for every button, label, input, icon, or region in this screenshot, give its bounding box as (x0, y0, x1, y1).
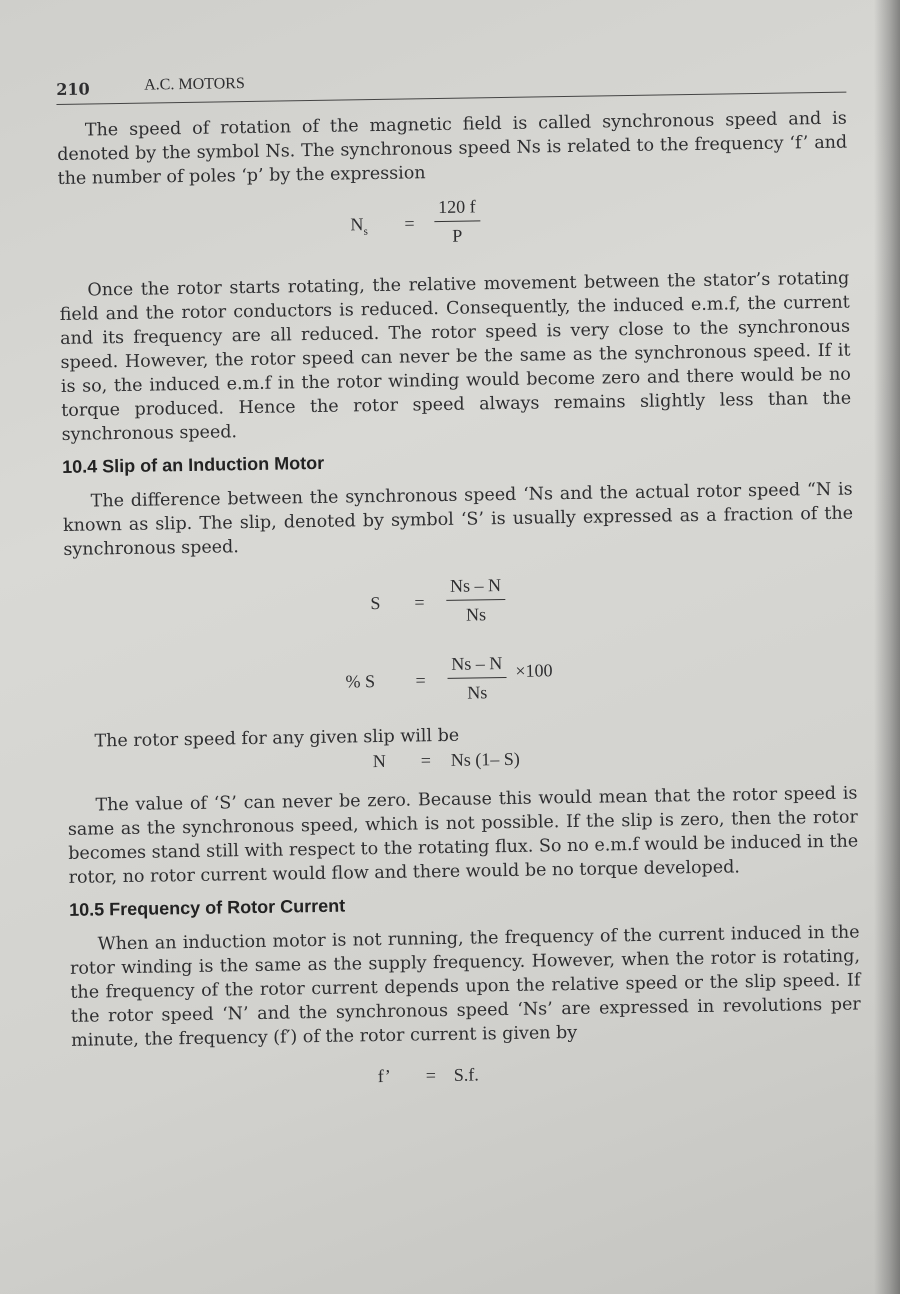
fraction-denominator: Ns (465, 604, 487, 625)
page-number: 210 (56, 79, 90, 99)
equation-lhs: S (370, 592, 381, 614)
paragraph-synchronous-speed: The speed of rotation of the magnetic field is called synchronous speed and is denoted by the symbol Ns. The synchronous speed Ns is related to the frequency ‘f’ and the number of poles ‘p’ by the expression (57, 108, 848, 189)
paragraph-rotor-frequency: When an induction motor is not running, the frequency of the current induced in the rotor winding is the same as the supply frequency. However, when the rotor is rotating, the frequency of the rotor current depends upon the relative speed or the slip speed. If the rotor speed ‘N’ and the synchronous speed ‘Ns’ are expressed in revolutions per minute, the frequency (f′) of the rotor current is given by (69, 922, 861, 1051)
equation-lhs: % S (345, 671, 376, 692)
equation-sign: = (420, 750, 432, 771)
fraction-denominator: Ns (467, 682, 488, 703)
equation-lhs: f’ (377, 1065, 391, 1087)
equation-slip (64, 568, 855, 638)
equation-rhs: S.f. (453, 1064, 479, 1085)
fraction-numerator: Ns – N (446, 575, 505, 601)
equation-fraction (447, 653, 507, 704)
equation-synchronous-speed (58, 191, 849, 261)
equation-lhs: $N_s$ (350, 214, 368, 238)
paragraph-rotor-speed-slip: The rotor speed for any given slip will be (94, 725, 460, 752)
equation-percent-slip (65, 646, 856, 716)
paragraph-slip-definition: The difference between the synchronous speed ‘Ns and the actual rotor speed “N is known as slip. The slip, denoted by symbol ‘S’ is usually expressed as a fraction of the synchronous speed. (62, 479, 854, 560)
page-shadow-edge (874, 0, 900, 1294)
paragraph-slip-nonzero: The value of ‘S’ can never be zero. Because this would mean that the rotor speed is same as the synchronous speed, which is not possible. If the slip is zero, then the rotor becomes stand still with respect to the rotating flux. So no e.m.f would be induced in the rotor, no rotor current would flow and there would be no torque developed. (67, 783, 859, 888)
running-head: A.C. MOTORS (144, 75, 245, 94)
equation-sign: = (415, 670, 426, 691)
equation-fraction (446, 575, 506, 626)
equation-rotor-frequency (72, 1056, 862, 1098)
section-heading-slip: 10.4 Slip of an Induction Motor (62, 452, 325, 477)
equation-multiplier: ×100 (515, 660, 553, 681)
equation-sign: = (404, 213, 415, 234)
equation-rhs: Ns (1– S) (450, 748, 520, 770)
equation-fraction (434, 196, 480, 247)
page-header (56, 62, 846, 105)
equation-lhs: N (372, 750, 386, 772)
section-heading-rotor-frequency: 10.5 Frequency of Rotor Current (68, 895, 346, 920)
equation-sign: = (414, 592, 425, 613)
fraction-numerator: Ns – N (447, 653, 506, 679)
paragraph-rotor-rotation: Once the rotor starts rotating, the relative movement between the stator’s rotating field and the rotor conductors is reduced. Consequently, the induced e.m.f, the current and its frequency are all reduced. The rotor speed is very close to the synchronous speed. However, the rotor speed can never be the same as the synchronous speed. If it is so, the induced e.m.f in the rotor winding would become zero and there would be no torque produced. Hence the rotor speed always remains slightly less than the synchronous speed. (59, 268, 852, 445)
equation-sign: = (425, 1065, 437, 1086)
fraction-denominator: P (452, 225, 463, 246)
fraction-numerator: 120 f (434, 196, 480, 222)
book-page (56, 62, 862, 1099)
